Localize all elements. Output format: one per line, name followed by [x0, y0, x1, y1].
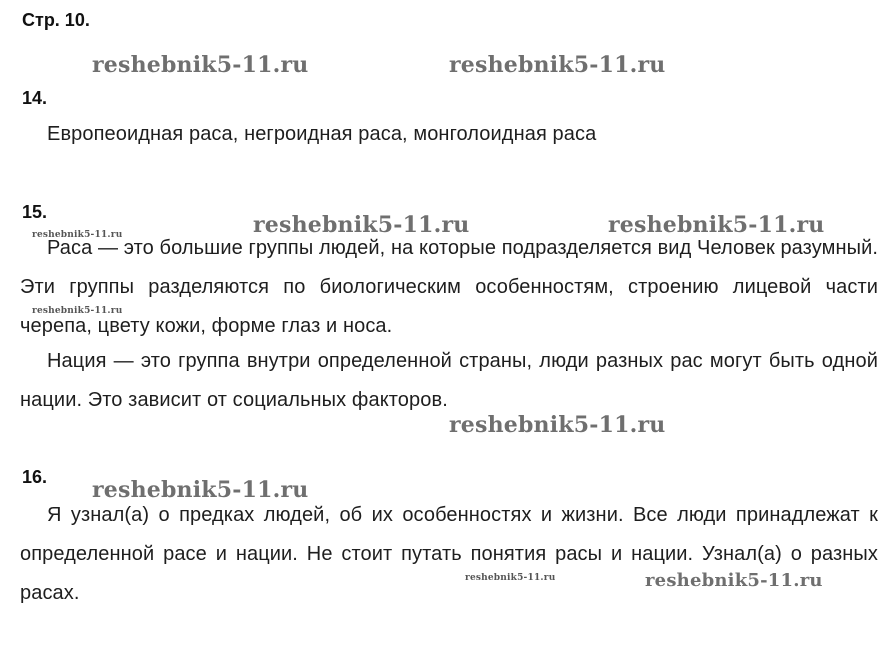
- watermark: reshebnik5-11.ru: [608, 212, 825, 238]
- task-14-paragraph-1: Европеоидная раса, негроидная раса, монголоидная раса: [47, 123, 597, 145]
- task-15-paragraph-1-block: [20, 229, 878, 346]
- watermark: reshebnik5-11.ru: [92, 52, 309, 78]
- task-16-number: 16.: [22, 467, 48, 487]
- watermark: reshebnik5-11.ru: [645, 570, 823, 591]
- task-15-number: 15.: [22, 202, 48, 222]
- watermark: reshebnik5-11.ru: [32, 306, 123, 316]
- task-15-paragraph-2-block: [20, 342, 878, 420]
- task-15-paragraph-1: Раса — это большие группы людей, на которые подразделяется вид Человек разумный. Эти группы разделяются по биологическим особенностям, строению лицевой части черепа, цвету кожи, форме глаз и носа.: [20, 237, 878, 337]
- watermark: reshebnik5-11.ru: [92, 477, 309, 503]
- watermark: reshebnik5-11.ru: [253, 212, 470, 238]
- task-16-paragraph-1: Я узнал(а) о предках людей, об их особенностях и жизни. Все люди принадлежат к определенной расе и нации. Не стоит путать понятия расы и нации. Узнал(а) о разных расах.: [20, 504, 878, 604]
- page-label: Стр. 10.: [22, 10, 90, 30]
- watermark: reshebnik5-11.ru: [449, 52, 666, 78]
- watermark: reshebnik5-11.ru: [449, 412, 666, 438]
- watermark: reshebnik5-11.ru: [32, 230, 123, 240]
- task-16-paragraph-1-block: [20, 496, 878, 613]
- task-14-number: 14.: [22, 88, 48, 108]
- watermark: reshebnik5-11.ru: [465, 573, 556, 583]
- task-14-answer: [20, 115, 880, 154]
- task-15-paragraph-2: Нация — это группа внутри определенной страны, люди разных рас могут быть одной нации. Это зависит от социальных факторов.: [20, 350, 878, 411]
